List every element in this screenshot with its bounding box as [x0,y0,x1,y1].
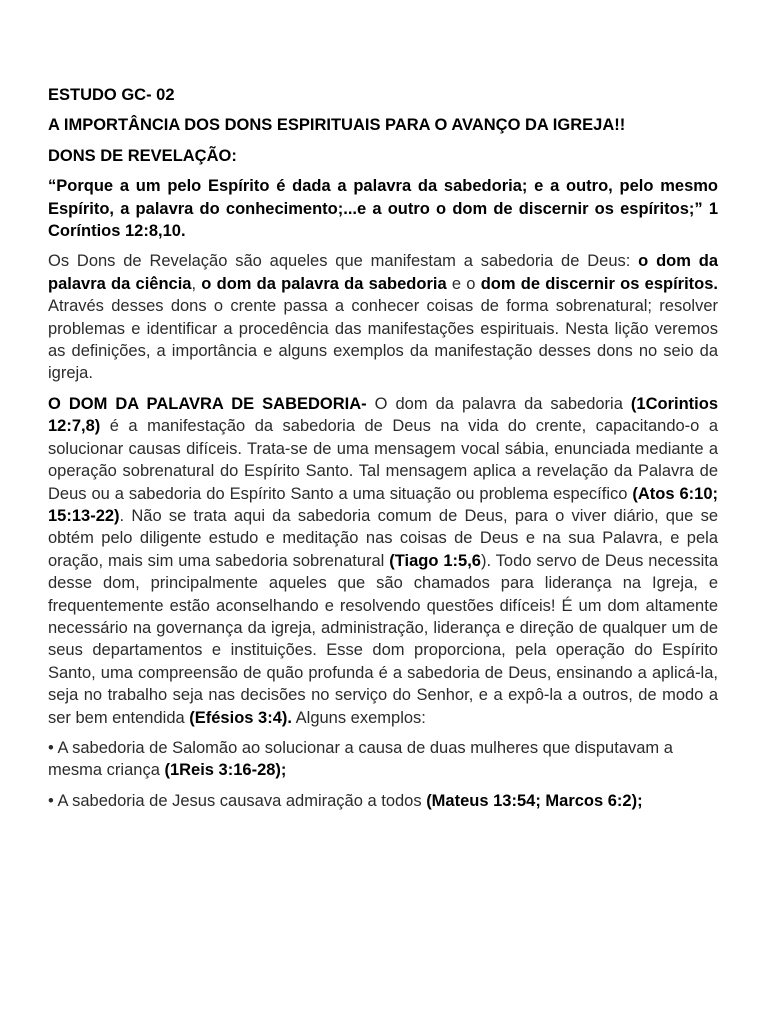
example-ref: (1Reis 3:16-28); [164,761,287,780]
section-heading: DONS DE REVELAÇÃO: [48,146,237,165]
example-item [48,790,718,812]
wisdom-text-5: Alguns exemplos: [291,708,426,727]
wisdom-ref-1: (1Corintios 12:7,8) [48,394,718,436]
intro-bold-2: o dom da palavra da sabedoria [201,274,447,293]
example-text: • A sabedoria de Jesus causava admiração a todos [48,791,427,810]
scripture-quote: “Porque a um pelo Espírito é dada a palavra da sabedoria; e a outro, pelo mesmo Espírito, a palavra do conhecimento;...e a outro o dom de discernir os espíritos;” 1 Coríntios 12:8,10. [48,177,718,241]
study-code: ESTUDO GC- 02 [48,86,175,104]
intro-text-2: , [191,274,202,293]
intro-bold-1: o dom da palavra da ciência [48,252,718,293]
wisdom-ref-4: (Efésios 3:4). [189,708,292,727]
intro-bold-3: dom de discernir os espíritos. [480,274,719,293]
document-title: A IMPORTÂNCIA DOS DONS ESPIRITUAIS PARA O AVANÇO DA IGREJA!! [48,116,626,135]
wisdom-text-3: . Não se trata aqui da sabedoria comum de Deus, para o viver diário, que se obtém pelo diligente estudo e meditação nas coisas de Deus e na sua Palavra, e pela oração, mais sim uma sabedoria sobrenatural [48,506,718,570]
wisdom-text-4: ). Todo servo de Deus necessita desse dom, principalmente aqueles que são chamados para liderança na Igreja, e frequentemente estão aconselhando e resolvendo questões difíceis! É um dom altamente necessário na governança da igreja, administração, liderança e direção de qualquer um de seus departamentos e instituições. Esse dom proporciona, pela operação do Espírito Santo, uma compreensão de quão profunda é a sabedoria de Deus, ensinando a aplicá-la, seja no trabalho seja nas decisões no serviço do Senhor, e a expô-la a outros, de modo a ser bem entendida [48,551,718,727]
intro-text-1: Os Dons de Revelação são aqueles que manifestam a sabedoria de Deus: [48,252,639,271]
wisdom-ref-3: (Tiago 1:5,6 [389,551,481,570]
example-item [48,737,718,782]
example-text: • A sabedoria de Salomão ao solucionar a causa de duas mulheres que disputavam a mesma criança [48,738,673,780]
wisdom-paragraph [48,393,718,729]
intro-text-3: e o [446,274,481,293]
document-page [48,84,718,820]
wisdom-ref-2: (Atos 6:10; 15:13-22) [48,484,718,525]
intro-paragraph [48,250,718,384]
wisdom-text-2: é a manifestação da sabedoria de Deus na vida do crente, capacitando-o a solucionar causas difíceis. Trata-se de uma mensagem vocal sábia, enunciada mediante a operação sobrenatural do Espírito Santo. Tal mensagem aplica a revelação da Palavra de Deus ou a sabedoria do Espírito Santo a uma situação ou problema específico [48,417,718,503]
wisdom-heading: O DOM DA PALAVRA DE SABEDORIA- [48,394,367,413]
intro-text-4: Através desses dons o crente passa a conhecer coisas de forma sobrenatural; resolver problemas e identificar a procedência das manifestações espirituais. Nesta lição veremos as definições, a importância e alguns exemplos da manifestação desses dons no seio da igreja. [48,297,718,383]
wisdom-text-1: O dom da palavra da sabedoria [366,394,631,413]
example-ref: (Mateus 13:54; Marcos 6:2); [426,791,643,810]
